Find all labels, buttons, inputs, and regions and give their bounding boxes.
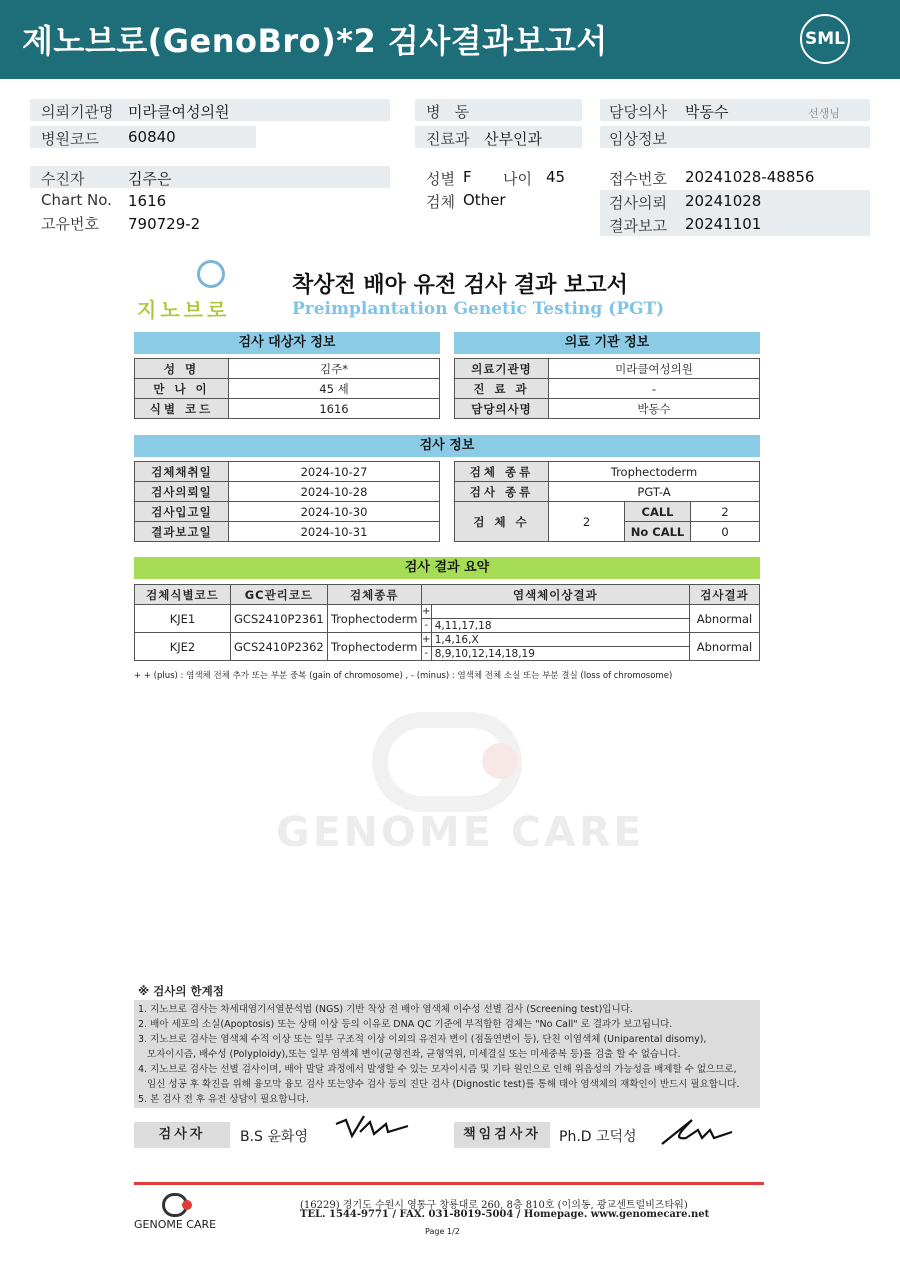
patient-value: 김주은 — [128, 170, 172, 188]
nocall-label: No CALL — [625, 522, 691, 542]
limitation-line: 모자이시즘, 배수성 (Polyploidy),또는 일부 염색체 변이(균형전좌, 균형역위, 미세결실 또는 미세중복 등)를 검출 할 수 없습니다. — [138, 1049, 681, 1060]
genobro-logo — [135, 258, 245, 320]
loss-chromosomes: 8,9,10,12,14,18,19 — [431, 647, 689, 661]
test-type-value: PGT-A — [549, 482, 760, 502]
age-value: 45 — [546, 168, 566, 186]
gc-code: GCS2410P2362 — [231, 633, 328, 661]
test-result: Abnormal — [690, 633, 760, 661]
tester-name: B.S 윤화영 — [240, 1129, 308, 1145]
gain-chromosomes: 1,4,16,X — [431, 633, 689, 647]
request-value: 20241028 — [685, 192, 762, 210]
test-info-heading: 검사 정보 — [134, 435, 760, 457]
limitation-line: 2. 배아 세포의 소실(Apoptosis) 또는 상태 이상 등의 이유로 DNA QC 기준에 부적합한 검체는 "No Call" 로 결과가 보고됩니다. — [138, 1019, 673, 1030]
header-bar — [0, 0, 900, 79]
chart-value: 1616 — [128, 192, 167, 210]
hospital-code-value: 60840 — [128, 128, 176, 146]
test-type-label: 검사 종류 — [455, 482, 549, 502]
sex-label: 성별 — [426, 170, 455, 188]
specimen-type: Trophectoderm — [327, 633, 421, 661]
table-row — [135, 605, 760, 619]
receipt-value: 20241028-48856 — [685, 168, 815, 186]
page-number: Page 1/2 — [425, 1227, 460, 1236]
age-label: 나이 — [503, 170, 532, 188]
call-label: CALL — [625, 502, 691, 522]
limitation-line: 3. 지노브로 검사는 염색체 수적 이상 또는 일부 구조적 이상 이외의 유전자 변이 (점돌연변이 등), 단친 이염색체 (Uniparental disomy), — [138, 1034, 707, 1045]
chief-tester-label: 책임검사자 — [454, 1122, 550, 1148]
report-date-label: 결과보고 — [609, 217, 667, 235]
clinical-label: 임상정보 — [609, 130, 667, 148]
limitations-box — [134, 1000, 760, 1108]
page-title: 제노브로(GenoBro)*2 검사결과보고서 — [22, 22, 608, 60]
report-date-value: 20241101 — [685, 215, 762, 233]
subject-name-value: 김주* — [229, 359, 440, 379]
doctor-suffix: 선생님 — [808, 107, 840, 120]
nocall-value: 0 — [691, 522, 760, 542]
col-gc-code: GC관리코드 — [231, 585, 328, 605]
department-value: 산부인과 — [484, 130, 542, 148]
chart-label: Chart No. — [41, 191, 112, 209]
watermark-text: GENOME CARE — [276, 808, 645, 856]
plus-sign: + — [422, 606, 431, 617]
subject-info-table — [134, 358, 440, 419]
inst-doctor-label: 담당의사명 — [455, 399, 549, 419]
minus-sign: - — [421, 647, 431, 661]
specimen-type-label: 검체 종류 — [455, 462, 549, 482]
table-row — [135, 585, 760, 605]
table-row — [135, 399, 440, 419]
specimen-type-value: Trophectoderm — [549, 462, 760, 482]
patient-label: 수진자 — [41, 170, 85, 188]
col-chromosome-result: 염색체이상결과 — [421, 585, 689, 605]
sample-id: KJE1 — [135, 605, 231, 633]
plus-sign: + — [422, 634, 431, 645]
unique-value: 790729-2 — [128, 215, 201, 233]
limitation-line: 4. 지노브로 검사는 선별 검사이며, 배아 발달 과정에서 발생할 수 있는 모자이시즘 및 기타 원인으로 인해 위음성의 가능성을 배제할 수 없으므로, — [138, 1064, 737, 1075]
table-row — [135, 359, 440, 379]
subject-id-value: 1616 — [229, 399, 440, 419]
tester-label: 검사자 — [134, 1122, 230, 1148]
col-specimen-type: 검체종류 — [327, 585, 421, 605]
tester-signature-icon — [330, 1110, 412, 1150]
request-date-label: 검사의뢰일 — [135, 482, 229, 502]
inst-dept-value: - — [549, 379, 760, 399]
limitation-line: 5. 본 검사 전 후 유전 상담이 필요합니다. — [138, 1094, 309, 1105]
request-label: 검사의뢰 — [609, 194, 667, 212]
inst-name-label: 의료기관명 — [455, 359, 549, 379]
sex-value: F — [463, 168, 472, 186]
test-result: Abnormal — [690, 605, 760, 633]
col-sample-id: 검체식별코드 — [135, 585, 231, 605]
ward-label: 병 동 — [426, 103, 470, 121]
table-row — [455, 399, 760, 419]
hospital-code-label: 병원코드 — [41, 130, 99, 148]
table-row — [135, 379, 440, 399]
collection-date-label: 검체채취일 — [135, 462, 229, 482]
gain-chromosomes — [431, 605, 689, 619]
receive-date-value: 2024-10-30 — [229, 502, 440, 522]
institution-value: 미라클여성의원 — [128, 103, 230, 121]
institution-info-table — [454, 358, 760, 419]
footer-contact: TEL. 1544-9771 / FAX. 031-8019-5004 / Homepage. www.genomecare.net — [300, 1209, 710, 1220]
specimen-type: Trophectoderm — [327, 605, 421, 633]
minus-sign: - — [421, 619, 431, 633]
report-title-ko: 착상전 배아 유전 검사 결과 보고서 — [292, 273, 628, 298]
sml-logo: SML — [800, 14, 850, 64]
collection-date-value: 2024-10-27 — [229, 462, 440, 482]
genome-care-logo-text: GENOME CARE — [134, 1218, 217, 1231]
receive-date-label: 검사입고일 — [135, 502, 229, 522]
table-row — [135, 502, 440, 522]
call-value: 2 — [691, 502, 760, 522]
subject-age-value: 45 세 — [229, 379, 440, 399]
institution-label: 의뢰기관명 — [41, 103, 114, 121]
test-dates-table — [134, 461, 440, 542]
gc-code: GCS2410P2361 — [231, 605, 328, 633]
table-row — [135, 482, 440, 502]
genome-care-logo-dot — [182, 1200, 192, 1210]
inst-name-value: 미라클여성의원 — [549, 359, 760, 379]
table-row — [455, 502, 760, 522]
summary-heading: 검사 결과 요약 — [134, 557, 760, 579]
summary-table — [134, 584, 760, 661]
footer-address: (16229) 경기도 수원시 영통구 창룡대로 260, 8층 810호 (이의동, 광교센트럴비즈타워) — [300, 1200, 688, 1211]
table-row — [455, 359, 760, 379]
footer-divider — [134, 1182, 764, 1185]
doctor-value: 박동수 — [685, 103, 729, 121]
receipt-label: 접수번호 — [609, 170, 667, 188]
doctor-label: 담당의사 — [609, 103, 667, 121]
summary-footnote: + + (plus) : 염색체 전체 추가 또는 부분 중복 (gain of chromosome) , - (minus) : 염색체 전체 소실 또는 부분 결실 (loss of chromosome) — [134, 671, 673, 681]
specimen-count-value: 2 — [549, 502, 625, 542]
sample-id: KJE2 — [135, 633, 231, 661]
chief-tester-name: Ph.D 고덕성 — [559, 1129, 637, 1145]
inst-doctor-value: 박동수 — [549, 399, 760, 419]
inst-dept-label: 진 료 과 — [455, 379, 549, 399]
result-date-label: 결과보고일 — [135, 522, 229, 542]
subject-info-heading: 검사 대상자 정보 — [134, 332, 440, 354]
report-title-en: Preimplantation Genetic Testing (PGT) — [292, 299, 665, 319]
loss-chromosomes: 4,11,17,18 — [431, 619, 689, 633]
col-test-result: 검사결과 — [690, 585, 760, 605]
subject-age-label: 만 나 이 — [135, 379, 229, 399]
institution-info-heading: 의료 기관 정보 — [454, 332, 760, 354]
table-row — [135, 522, 440, 542]
chief-signature-icon — [652, 1110, 738, 1150]
table-row — [455, 462, 760, 482]
unique-label: 고유번호 — [41, 215, 99, 233]
table-row — [455, 482, 760, 502]
limitation-line: 1. 지노브로 검사는 차세대염기서열분석법 (NGS) 기반 착상 전 배아 염색체 이수성 선별 검사 (Screening test)입니다. — [138, 1004, 633, 1015]
specimen-value: Other — [463, 191, 506, 209]
specimen-count-label: 검 체 수 — [455, 502, 549, 542]
limitations-title: ※ 검사의 한계점 — [138, 984, 224, 998]
genobro-logo-text: 지노브로 — [137, 298, 231, 322]
test-type-table — [454, 461, 760, 542]
department-label: 진료과 — [426, 130, 470, 148]
specimen-label: 검체 — [426, 193, 455, 211]
table-row — [135, 633, 760, 647]
limitation-line: 임신 성공 후 확진을 위해 융모막 융모 검사 또는양수 검사 등의 진단 검사 (Dignostic test)를 통해 태아 염색체의 재확인이 반드시 필요합니다. — [138, 1079, 740, 1090]
request-date-value: 2024-10-28 — [229, 482, 440, 502]
table-row — [455, 379, 760, 399]
subject-id-label: 식별 코드 — [135, 399, 229, 419]
subject-name-label: 성 명 — [135, 359, 229, 379]
watermark-dot — [482, 743, 518, 779]
result-date-value: 2024-10-31 — [229, 522, 440, 542]
table-row — [135, 462, 440, 482]
dna-icon — [197, 260, 225, 288]
